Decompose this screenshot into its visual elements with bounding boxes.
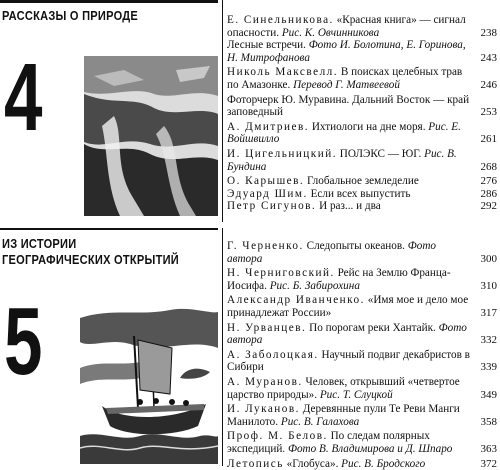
entry-page: 363 — [481, 443, 498, 456]
entry-page: 332 — [481, 334, 498, 347]
entry-page: 339 — [481, 361, 498, 374]
entry-title: «Имя мое и дело мое принадлежат России» — [227, 294, 468, 319]
toc-entry[interactable] — [227, 175, 497, 188]
entry-author: А. Муранов. — [227, 376, 303, 388]
toc-list — [227, 240, 497, 470]
toc-entry[interactable] — [227, 322, 497, 347]
entry-author: Александр Иванченко. — [227, 294, 365, 306]
entry-credit: Рис. В. Бундина — [227, 148, 457, 173]
entry-credit: Рис. К. Овчинникова — [282, 27, 379, 39]
toc-entry[interactable] — [227, 188, 497, 201]
entry-page: 261 — [481, 133, 498, 146]
entry-credit: Фото И. Болотина, Е. Горинова, Н. Митрофанова — [227, 39, 466, 64]
entry-title: По следам полярных экспедиций. — [227, 430, 430, 455]
entry-credit: Перевод Г. Матвеевой — [293, 79, 400, 91]
entry-author: Петр Сигунов. — [227, 200, 316, 212]
entry-title: Человек, открывший «четвертое царство природы». — [227, 376, 460, 401]
toc-entry[interactable] — [227, 376, 497, 401]
entry-title: Если всех выпустить — [308, 188, 411, 200]
section-number: 4 — [4, 58, 42, 138]
entry-page: 292 — [481, 200, 498, 213]
entry-page: 300 — [481, 253, 498, 266]
entry-title: Лесные встречи. — [227, 39, 309, 51]
entry-author: Летопись — [227, 458, 284, 470]
entry-author: Н. Урванцев. — [227, 322, 306, 334]
entry-credit: Рис. В. Бродского — [341, 458, 425, 470]
entry-author: Николь Максвелл. — [227, 66, 338, 78]
toc-entry[interactable] — [227, 267, 497, 292]
entry-page: 253 — [481, 106, 498, 119]
entry-credit: Фото автора — [227, 322, 467, 347]
toc-entry[interactable] — [227, 294, 497, 319]
entry-author: А. Заболоцкая. — [227, 349, 319, 361]
toc-list — [227, 14, 497, 213]
entry-title: Ихтиологи на дне моря. — [309, 121, 428, 133]
entry-credit: Рис. Т. Слуцкой — [320, 389, 393, 401]
toc-entry[interactable] — [227, 121, 497, 146]
toc-entry[interactable] — [227, 458, 497, 470]
entry-credit: Рис. В. Галахова — [281, 416, 359, 428]
entry-title: ПОЛЭКС — ЮГ. — [337, 148, 424, 160]
entry-page: 268 — [481, 161, 498, 174]
entry-title: «Глобуса». — [284, 458, 341, 470]
section-top-rule — [0, 0, 218, 3]
entry-title: Рейс на Землю Франца-Иосифа. — [227, 267, 451, 292]
entry-title: Фоторчерк Ю. Муравина. Дальний Восток — край заповедный — [227, 94, 469, 119]
entry-credit: Рис. Б. Забирохина — [270, 280, 360, 292]
entry-author: А. Дмитриев. — [227, 121, 309, 133]
entry-credit: Фото В. Владимирова и Д. Шпаро — [288, 443, 452, 455]
toc-entry[interactable] — [227, 430, 497, 455]
entry-author: О. Карышев. — [227, 175, 304, 187]
column-divider — [222, 0, 223, 222]
entry-author: Г. Черненко. — [227, 240, 304, 252]
section-geographic-discoveries — [0, 228, 500, 466]
entry-page: 276 — [481, 175, 498, 188]
entry-author: И. Луканов. — [227, 403, 300, 415]
entry-title: Деревянные пули Те Реви Манги Манилото. — [227, 403, 460, 428]
entry-title: Научный подвиг декабристов в Сибири — [227, 349, 470, 374]
toc-entry[interactable] — [227, 240, 497, 265]
entry-page: 246 — [481, 79, 498, 92]
entry-page: 310 — [481, 280, 498, 293]
entry-title: По порогам реки Хантайк. — [306, 322, 438, 334]
ship-illustration — [80, 308, 218, 464]
toc-entry[interactable] — [227, 200, 497, 213]
column-divider — [222, 228, 223, 466]
entry-page: 243 — [481, 52, 498, 65]
entry-page: 349 — [481, 389, 498, 402]
entry-author: Н. Черниговский. — [227, 267, 335, 279]
toc-entry[interactable] — [227, 66, 497, 91]
toc-entry[interactable] — [227, 349, 497, 374]
entry-page: 372 — [481, 458, 498, 470]
section-title-line-1: ИЗ ИСТОРИИ — [2, 236, 76, 252]
entry-credit: Рис. Е. Войшвилло — [227, 121, 461, 146]
toc-entry[interactable] — [227, 39, 497, 64]
toc-entry[interactable] — [227, 14, 497, 39]
landscape-illustration — [84, 56, 218, 216]
entry-credit: Фото автора — [227, 240, 436, 265]
section-top-rule — [0, 228, 218, 230]
entry-title: Следопыты океанов. — [304, 240, 408, 252]
section-nature-stories — [0, 0, 500, 222]
entry-page: 238 — [481, 27, 498, 40]
entry-page: 317 — [481, 307, 498, 320]
entry-author: Эдуард Шим. — [227, 188, 308, 200]
entry-author: И. Цигельницкий. — [227, 148, 337, 160]
section-title-line-2: ГЕОГРАФИЧЕСКИХ ОТКРЫТИЙ — [2, 252, 179, 268]
entry-author: Е. Синельникова. — [227, 14, 334, 26]
toc-entry[interactable] — [227, 148, 497, 173]
entry-title: В поисках целебных трав по Амазонке. — [227, 66, 462, 91]
entry-page: 358 — [481, 416, 498, 429]
entry-author: Проф. М. Белов. — [227, 430, 328, 442]
entry-title: И раз... и два — [316, 200, 380, 212]
entry-title: «Красная книга» — сигнал опасности. — [227, 14, 466, 39]
entry-title: Глобальное земледелие — [304, 175, 419, 187]
toc-entry[interactable] — [227, 403, 497, 428]
section-title: РАССКАЗЫ О ПРИРОДЕ — [2, 8, 138, 24]
toc-entry[interactable] — [227, 94, 497, 119]
entry-page: 286 — [481, 188, 498, 201]
section-number: 5 — [4, 302, 42, 382]
